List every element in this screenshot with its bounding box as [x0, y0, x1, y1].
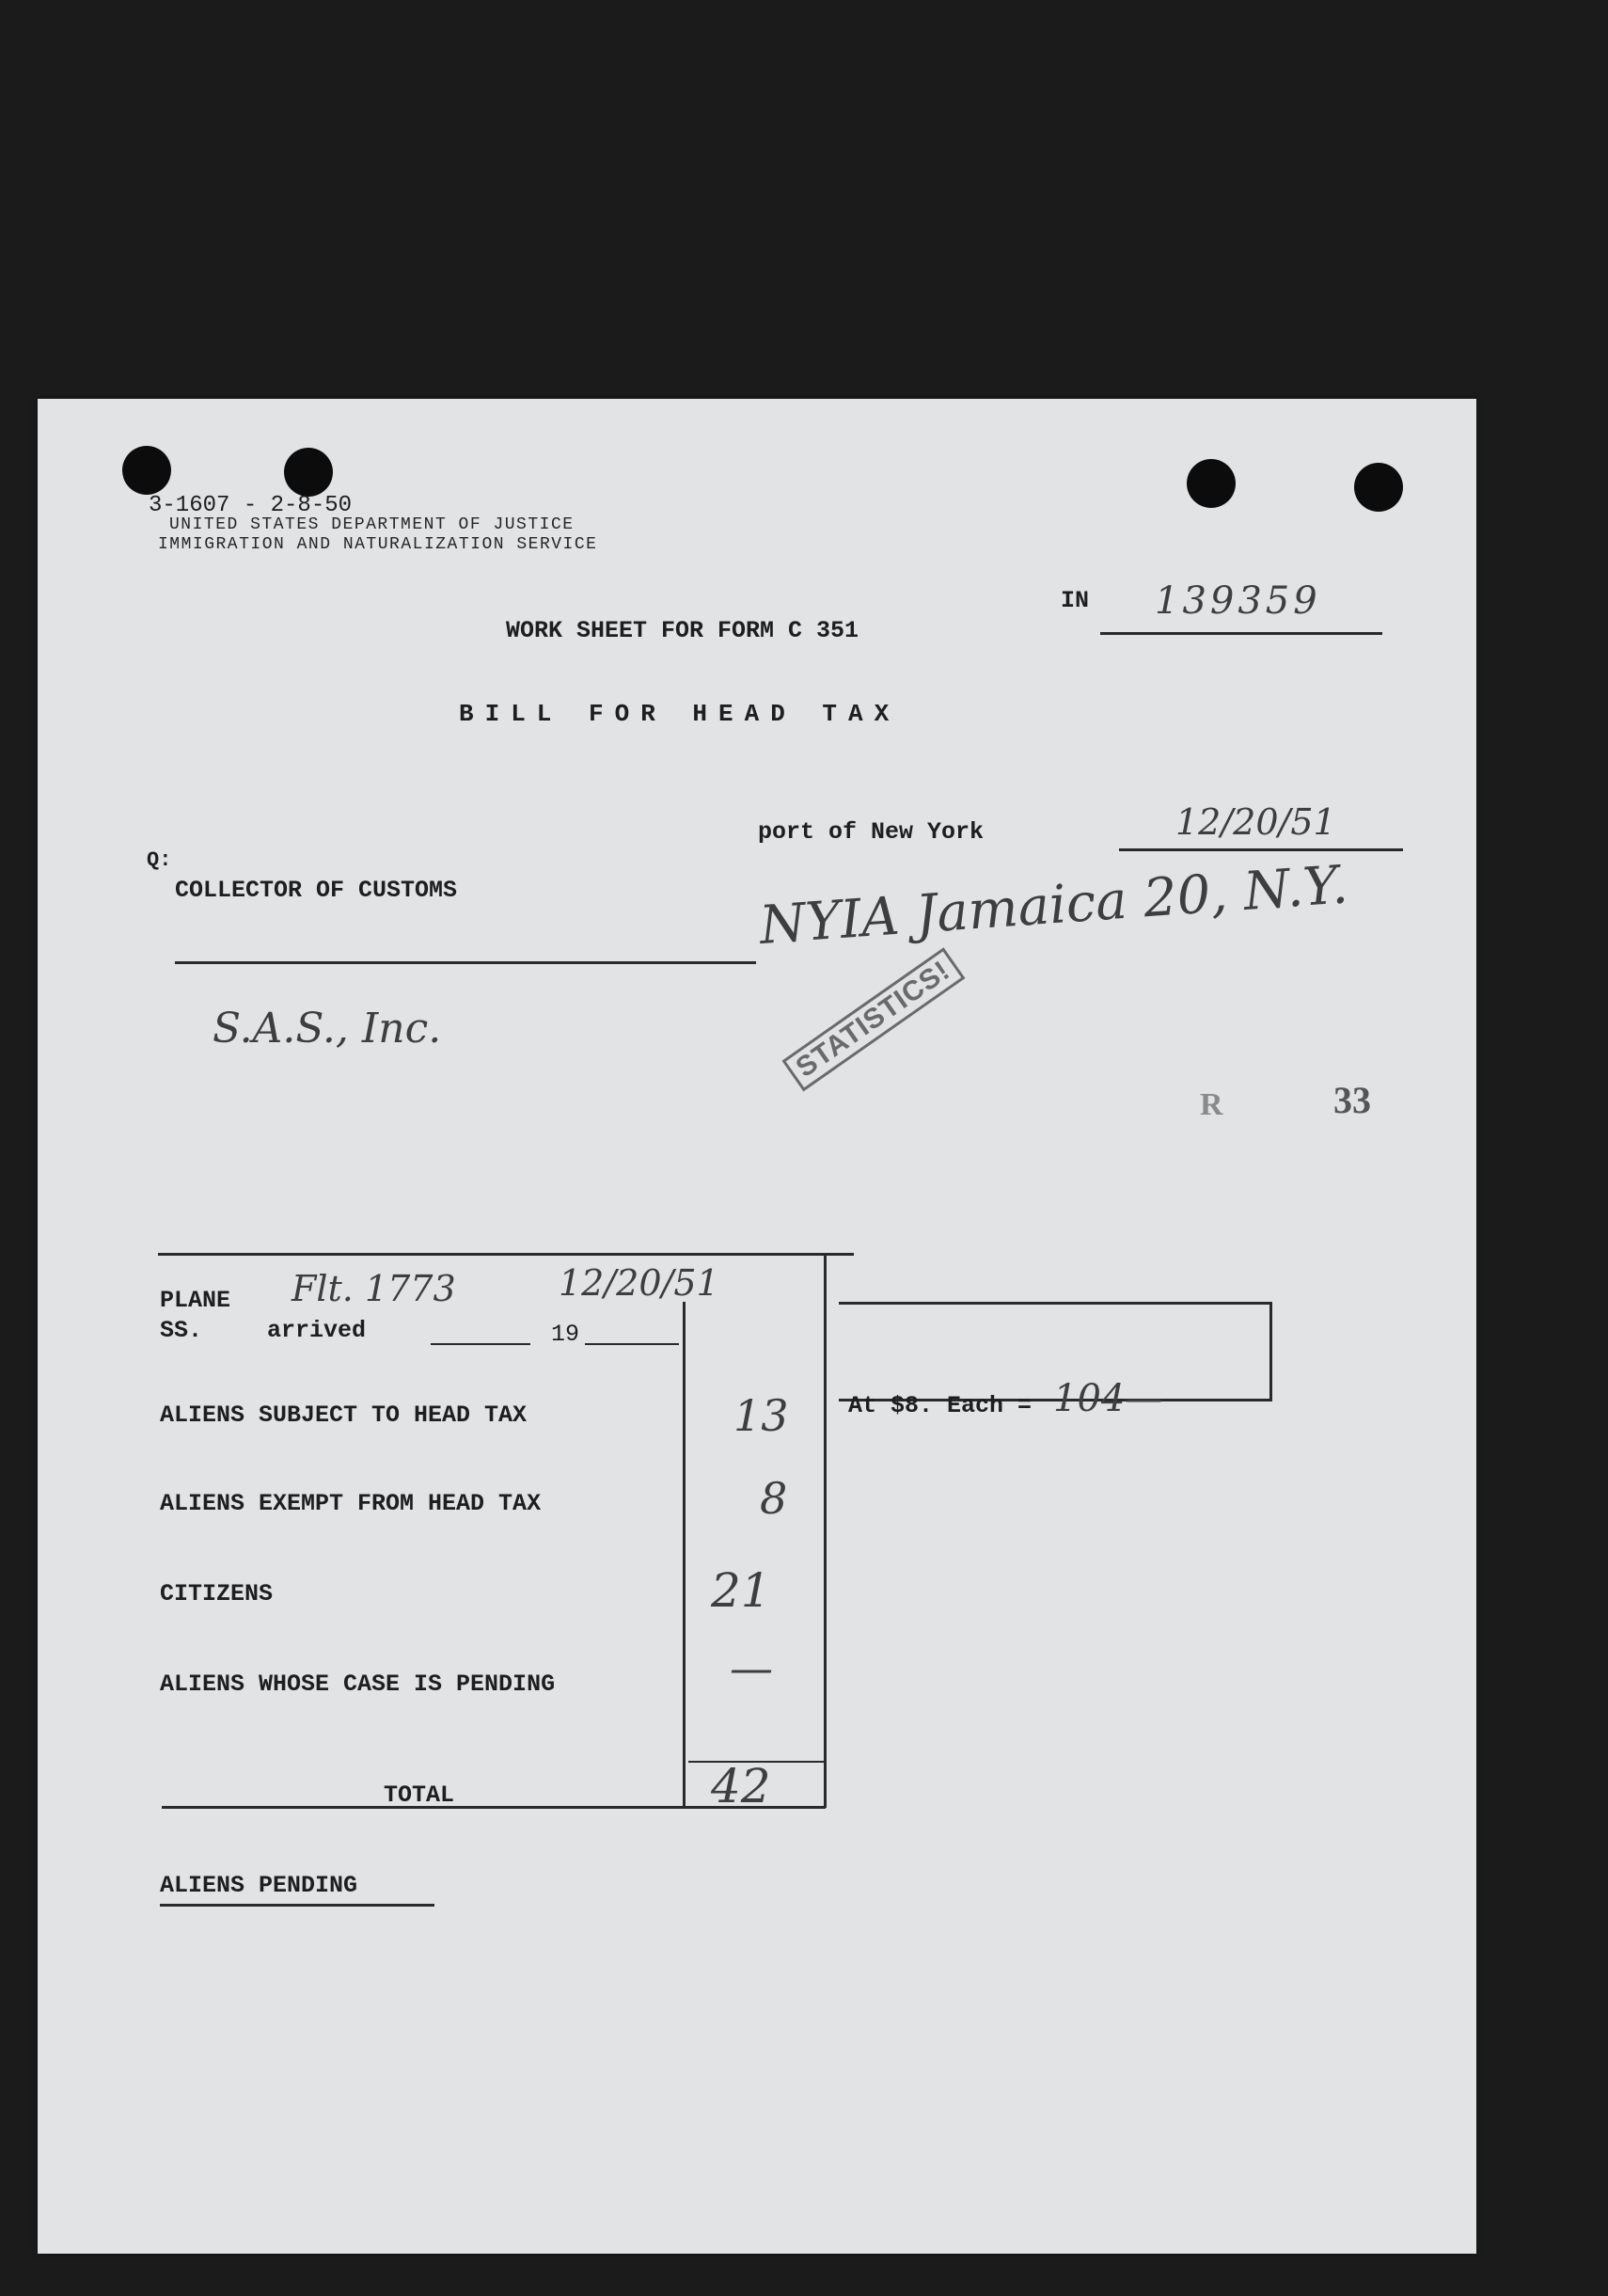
document-page — [38, 399, 1476, 2254]
row-value-exempt: 8 — [760, 1473, 788, 1524]
rate-text: At $8. Each = — [848, 1392, 1033, 1419]
punch-hole-left-2 — [284, 448, 333, 497]
year-prefix: 19 — [551, 1321, 580, 1348]
punch-hole-right-2 — [1354, 463, 1403, 512]
service-name: IMMIGRATION AND NATURALIZATION SERVICE — [158, 535, 598, 554]
aliens-pending-underline — [160, 1904, 434, 1907]
punch-hole-left-1 — [122, 446, 171, 495]
agency-name: UNITED STATES DEPARTMENT OF JUSTICE — [169, 515, 575, 534]
table-top-rule — [158, 1253, 854, 1256]
address-line — [175, 961, 756, 964]
table-right-rule — [824, 1253, 827, 1808]
in-number-underline — [1100, 632, 1382, 635]
airport-handwritten: NYIA Jamaica 20, N.Y. — [757, 854, 1350, 957]
row-label-pending: ALIENS WHOSE CASE IS PENDING — [160, 1671, 556, 1698]
value-column-rule — [683, 1302, 686, 1808]
total-value: 42 — [711, 1759, 771, 1813]
page-number-mark: R — [1200, 1087, 1223, 1122]
in-number: 139359 — [1155, 579, 1321, 623]
plane-label: PLANE — [160, 1287, 231, 1314]
worksheet-title: WORK SHEET FOR FORM C 351 — [506, 617, 859, 644]
aliens-pending-label: ALIENS PENDING — [160, 1872, 358, 1899]
port-label: port of New York — [758, 818, 985, 846]
arrived-label: arrived — [267, 1317, 367, 1344]
total-label: TOTAL — [384, 1781, 455, 1809]
punch-hole-right-1 — [1187, 459, 1236, 508]
row-value-citizens: 21 — [711, 1563, 771, 1618]
row-label-subject: ALIENS SUBJECT TO HEAD TAX — [160, 1401, 528, 1429]
company-handwritten: S.A.S., Inc. — [213, 1005, 442, 1053]
rate-amount: 104— — [1053, 1377, 1163, 1420]
to-label: Q: — [147, 848, 172, 872]
collector-label: COLLECTOR OF CUSTOMS — [175, 877, 458, 904]
arrived-date-line — [431, 1343, 530, 1345]
page-number: 33 — [1333, 1079, 1371, 1121]
row-label-citizens: CITIZENS — [160, 1580, 274, 1607]
statistics-stamp: STATISTICS! — [781, 948, 965, 1092]
year-line — [585, 1343, 679, 1345]
port-date-underline — [1119, 848, 1403, 851]
flight-date: 12/20/51 — [559, 1262, 719, 1304]
port-date: 12/20/51 — [1175, 801, 1336, 843]
row-value-pending: — — [730, 1642, 773, 1693]
row-label-exempt: ALIENS EXEMPT FROM HEAD TAX — [160, 1490, 542, 1517]
ss-label: SS. — [160, 1317, 203, 1344]
row-value-subject: 13 — [733, 1390, 789, 1441]
form-reference: 3-1607 - 2-8-50 — [149, 493, 353, 518]
bill-title: BILL FOR HEAD TAX — [459, 700, 901, 728]
in-label: IN — [1061, 587, 1090, 614]
flight-handwritten: Flt. 1773 — [292, 1268, 456, 1309]
